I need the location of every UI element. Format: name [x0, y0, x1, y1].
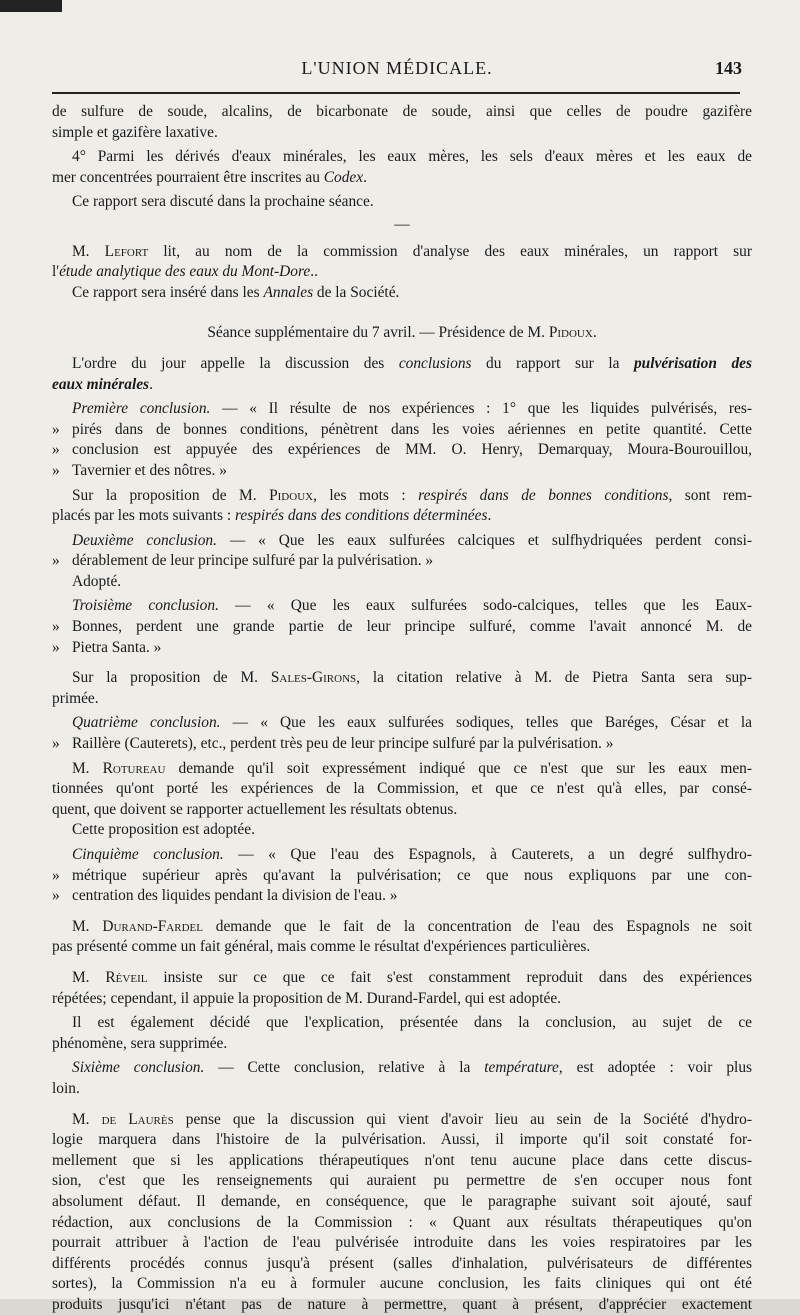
paragraph-line: différents procédés connus jusqu'à présent (salles d'inhalation, pulvérisateurs de différentes	[52, 1254, 752, 1272]
paragraph-line: phénomène, sera supprimée.	[52, 1034, 228, 1052]
paragraph-line: pourrait attribuer à l'action de l'eau pulvérisée introduite dans les voies respiratoires par les	[52, 1234, 752, 1252]
quoted-line: » Tavernier et des nôtres. »	[52, 461, 227, 479]
paragraph-rotureau: M. Rotureau demande qu'il soit expressément indiqué que ce n'est que sur les eaux men-	[72, 759, 752, 777]
quoted-line: » Raillère (Cauterets), etc., perdent très peu de leur principe sulfuré par la pulvérisation. »	[52, 735, 614, 753]
conclusion-1: Première conclusion. — « Il résulte de nos expériences : 1° que les liquides pulvérisés, res-	[72, 400, 752, 418]
paragraph-proposition-pidoux: Sur la proposition de M. Pidoux, les mots : respirés dans de bonnes conditions, sont rem-	[72, 486, 752, 504]
paragraph-line: l'étude analytique des eaux du Mont-Dore..	[52, 263, 318, 281]
conclusion-2: Deuxième conclusion. — « Que les eaux sulfurées calciques et sulfhydriquées perdent consi-	[72, 531, 752, 549]
paragraph-line: loin.	[52, 1079, 80, 1097]
paragraph-line: 4° Parmi les dérivés d'eaux minérales, les eaux mères, les sels d'eaux mères et les eaux de	[72, 148, 752, 166]
quoted-line: » métrique supérieur après qu'avant la pulvérisation; ce que nous expliquons par une con-	[52, 866, 752, 884]
paragraph-line: produits jusqu'ici n'étant pas de nature à permettre, quant à présent, d'apprécier exactement	[52, 1295, 752, 1313]
paragraph-line: répétées; cependant, il appuie la proposition de M. Durand-Fardel, qui est adoptée.	[52, 989, 562, 1007]
page-number: 143	[715, 58, 742, 78]
quoted-line: » Bonnes, perdent une grande partie de leur principe sulfuré, comme l'avait annoncé M. de	[52, 618, 752, 636]
paragraph-line: sortes), la Commission n'a eu à formuler aucune conclusion, les faits cliniques qui ont été	[52, 1275, 752, 1293]
paragraph-durand-fardel: M. Durand-Fardel demande que le fait de la concentration de l'eau des Espagnols ne soit	[72, 917, 752, 935]
paragraph-line: logie marquera dans l'histoire de la pulvérisation. Aussi, il importe qu'il soit constaté for-	[52, 1131, 752, 1149]
paragraph-line: simple et gazifère laxative.	[52, 123, 218, 141]
paragraph-line: rédaction, aux conclusions de la Commission : « Quant aux résultats thérapeutiques qu'on	[52, 1213, 752, 1231]
paragraph-line: sion, c'est que les renseignements qui auraient pu permettre de s'en occuper nous font	[52, 1172, 752, 1190]
paragraph-line: primée.	[52, 689, 99, 707]
quoted-line: » Pietra Santa. »	[52, 638, 162, 656]
header-rule	[52, 92, 740, 94]
quoted-line: » conclusion est appuyée des expériences de MM. O. Henry, Demarquay, Moura-Bourouillou,	[52, 441, 752, 459]
adopted-note: Cette proposition est adoptée.	[72, 821, 255, 839]
page-edge-mark	[0, 0, 62, 12]
paragraph-line: placés par les mots suivants : respirés dans des conditions déterminées.	[52, 507, 492, 525]
paragraph-line: quent, que doivent se rapporter actuellement les résultats obtenus.	[52, 800, 458, 818]
conclusion-3: Troisième conclusion. — « Que les eaux sulfurées sodo-calciques, telles que les Eaux-	[72, 597, 752, 615]
paragraph-proposition-sales-girons: Sur la proposition de M. Sales-Girons, la citation relative à M. de Pietra Santa sera sup-	[72, 669, 752, 687]
running-title: L'UNION MÉDICALE.	[301, 58, 493, 78]
paragraph-line: absolument défaut. Il demande, en conséquence, que le paragraphe suivant soit ajouté, sauf	[52, 1192, 752, 1210]
paragraph-lefort: M. Lefort lit, au nom de la commission d'analyse des eaux minérales, un rapport sur	[72, 242, 752, 260]
paragraph: Ce rapport sera discuté dans la prochaine séance.	[72, 193, 374, 211]
paragraph-reveil: M. Réveil insiste sur ce que ce fait s'est constamment reproduit dans des expériences	[72, 968, 752, 986]
paragraph-line: mer concentrées pourraient être inscrites au Codex.	[52, 168, 367, 186]
quoted-line: » centration des liquides pendant la division de l'eau. »	[52, 887, 398, 905]
paragraph-ordre: L'ordre du jour appelle la discussion des conclusions du rapport sur la pulvérisation des	[72, 354, 752, 372]
section-dash: —	[394, 215, 410, 233]
session-heading: Séance supplémentaire du 7 avril. — Présidence de M. Pidoux.	[207, 324, 597, 342]
page-header	[52, 58, 742, 82]
conclusion-4: Quatrième conclusion. — « Que les eaux sulfurées sodiques, telles que Baréges, César et la	[72, 714, 753, 732]
paragraph-line: eaux minérales.	[52, 375, 153, 393]
paragraph-line: pas présenté comme un fait général, mais comme le résultat d'expériences particulières.	[52, 938, 591, 956]
quoted-line: » dérablement de leur principe sulfuré par la pulvérisation. »	[52, 552, 434, 570]
body-text	[52, 102, 752, 1315]
adopted-note: Adopté.	[72, 572, 122, 590]
paragraph-line: tionnées qu'ont porté les expériences de la Commission, et que ce n'est qu'à elles, par consé-	[52, 780, 752, 798]
paragraph-annales: Ce rapport sera inséré dans les Annales de la Société.	[72, 283, 400, 301]
paragraph-de-laures: M. de Laurès pense que la discussion qui vient d'avoir lieu au sein de la Société d'hydro-	[72, 1110, 752, 1128]
paragraph-decision: Il est également décidé que l'explication, présentée dans la conclusion, au sujet de ce	[72, 1014, 752, 1032]
conclusion-6: Sixième conclusion. — Cette conclusion, relative à la température, est adoptée : voir plus	[72, 1059, 753, 1077]
paragraph-line: de sulfure de soude, alcalins, de bicarbonate de soude, ainsi que celles de poudre gazifère	[52, 103, 752, 120]
quoted-line: » pirés dans de bonnes conditions, pénètrent dans les voies aériennes en petite quantité. Cette	[52, 420, 752, 438]
paragraph-line: mellement que si les applications thérapeutiques n'ont tenu aucune place dans cette discus-	[52, 1151, 752, 1169]
conclusion-5: Cinquième conclusion. — « Que l'eau des Espagnols, à Cauterets, a un degré sulfhydro-	[72, 846, 752, 863]
